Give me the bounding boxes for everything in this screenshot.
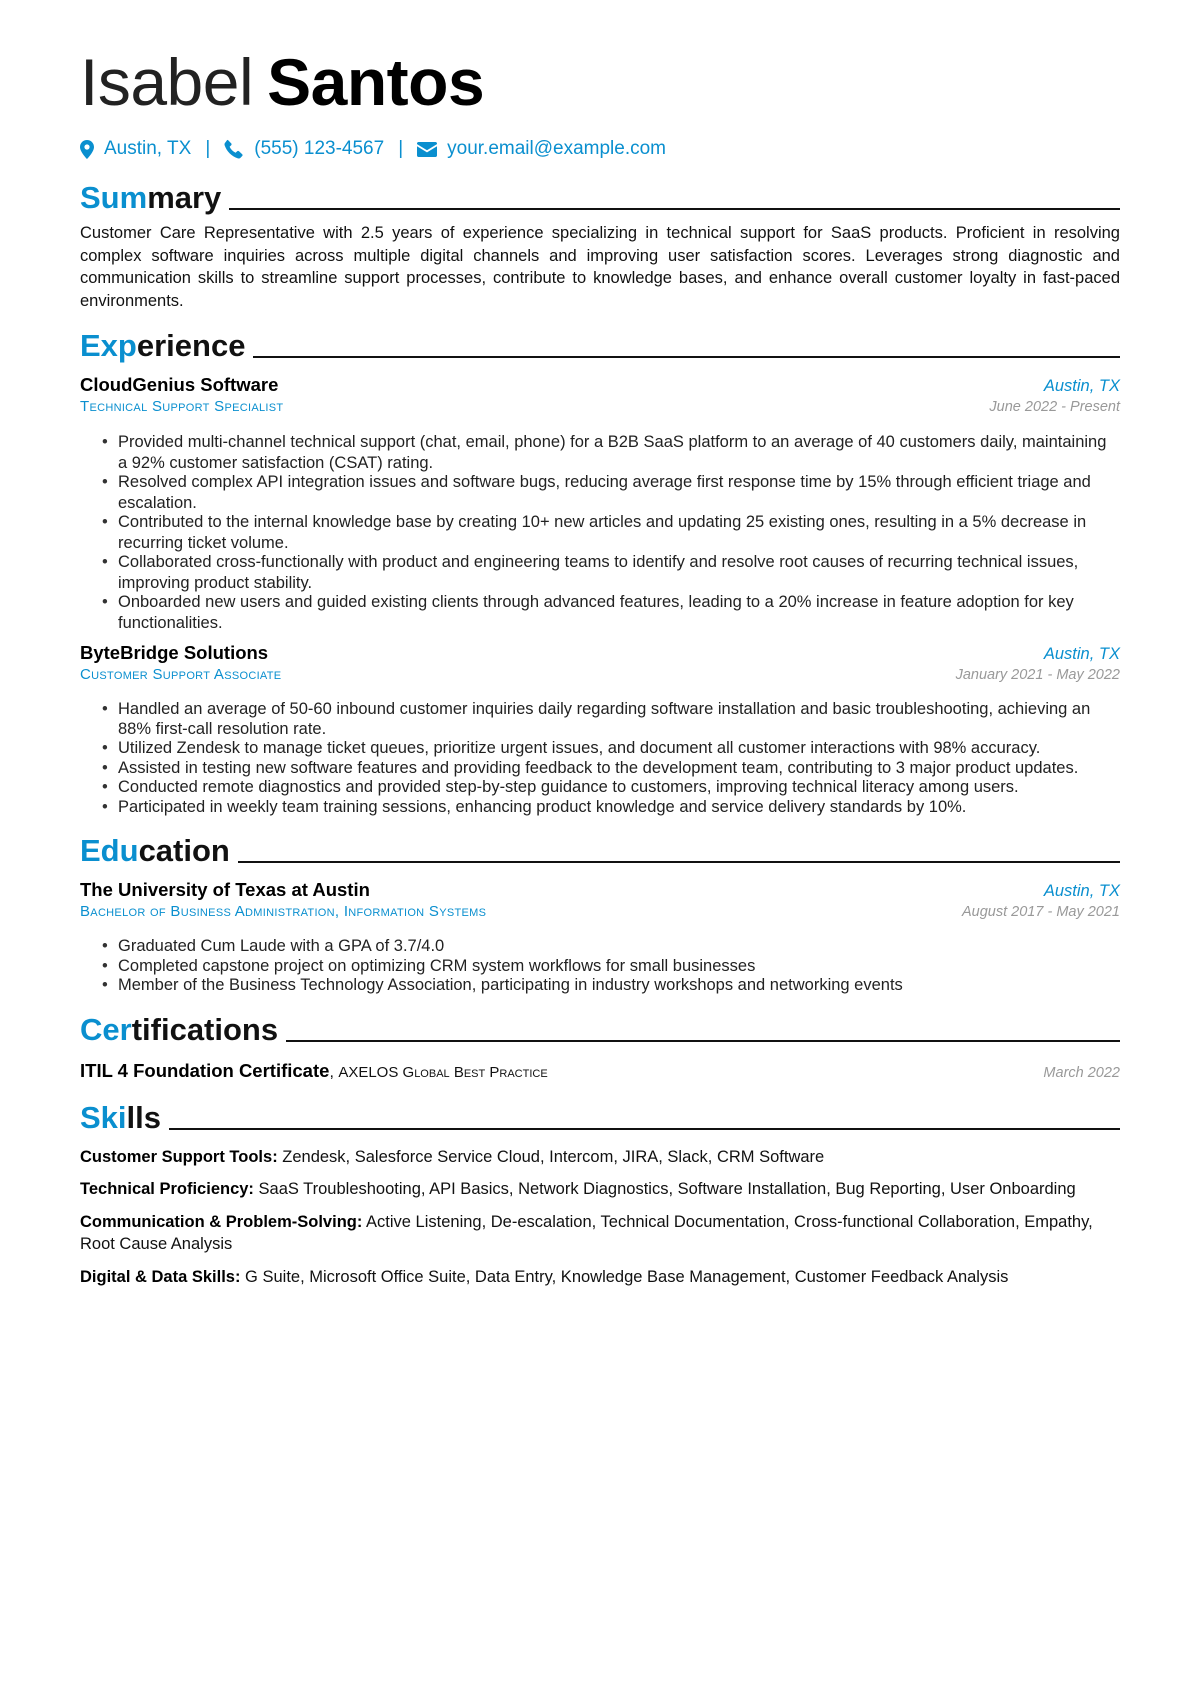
- contact-location: [80, 138, 191, 160]
- list-item: • Graduated Cum Laude with a GPA of 3.7/4.0: [118, 937, 1120, 957]
- contact-separator: |: [205, 138, 211, 159]
- last-name: Santos: [267, 45, 485, 119]
- contact-separator: |: [398, 138, 404, 159]
- job-title: Customer Support Associate: [80, 666, 282, 683]
- first-name: Isabel: [80, 45, 254, 119]
- company-name: ByteBridge Solutions: [80, 642, 269, 663]
- certificate-name: ITIL 4 Foundation Certificate: [80, 1059, 330, 1081]
- company-name: CloudGenius Software: [80, 374, 279, 395]
- experience-entry: [80, 374, 1120, 634]
- skill-value: G Suite, Microsoft Office Suite, Data Entry, Knowledge Base Management, Customer Feedback Analysis: [240, 1267, 1009, 1286]
- skill-row: [80, 1211, 1120, 1256]
- candidate-name: [80, 42, 1120, 122]
- section-title: Certifications: [80, 1008, 1120, 1048]
- entry-location: Austin, TX: [1043, 645, 1120, 663]
- bullet-list: [80, 937, 1120, 996]
- list-item: • Utilized Zendesk to manage ticket queues, prioritize urgent issues, and document all customer interactions with 98% accuracy.: [118, 739, 1120, 759]
- skill-row: [80, 1178, 1120, 1201]
- section-title: Experience: [80, 324, 1120, 364]
- skill-value: Zendesk, Salesforce Service Cloud, Intercom, JIRA, Slack, CRM Software: [277, 1147, 825, 1166]
- list-item: • Onboarded new users and guided existing clients through advanced features, leading to a 20% increase in feature adoption for key functionalities.: [118, 592, 1120, 634]
- list-item: • Member of the Business Technology Association, participating in industry workshops and networking events: [118, 976, 1120, 996]
- skills-section: [80, 1096, 1120, 1289]
- bullet-list: [80, 432, 1120, 634]
- list-item: • Conducted remote diagnostics and provided step-by-step guidance to customers, improving technical literacy among users.: [118, 778, 1120, 798]
- phone-icon: [224, 139, 244, 159]
- section-rule: [286, 1040, 1120, 1042]
- certificate-separator: ,: [329, 1063, 339, 1081]
- entry-date: June 2022 - Present: [989, 399, 1120, 415]
- envelope-icon: [417, 142, 437, 157]
- skill-value: SaaS Troubleshooting, API Basics, Network Diagnostics, Software Installation, Bug Reporting, User Onboarding: [253, 1180, 1076, 1198]
- certification-item: [80, 1060, 1120, 1084]
- section-title: Education: [80, 829, 1120, 869]
- email-text: your.email@example.com: [447, 138, 666, 159]
- section-rule: [229, 208, 1120, 210]
- phone-text: (555) 123-4567: [254, 138, 385, 159]
- job-title: Technical Support Specialist: [80, 398, 284, 415]
- entry-date: January 2021 - May 2022: [955, 667, 1120, 683]
- entry-date: March 2022: [1043, 1064, 1120, 1081]
- education-entry: [80, 879, 1120, 996]
- skill-label: Technical Proficiency:: [80, 1180, 254, 1198]
- list-item: • Contributed to the internal knowledge base by creating 10+ new articles and updating 25 existing ones, resulting in a 5% decrease in recurring ticket volume.: [118, 512, 1120, 554]
- certificate-issuer: AXELOS Global Best Practice: [338, 1063, 548, 1081]
- section-rule: [169, 1128, 1120, 1130]
- skill-value: Active Listening, De-escalation, Technical Documentation, Cross-functional Collaboration, Empathy, Root Cause Analysis: [80, 1212, 1093, 1253]
- certifications-section: [80, 1008, 1120, 1084]
- skill-label: Communication & Problem-Solving:: [80, 1212, 363, 1231]
- location-text: Austin, TX: [104, 138, 192, 159]
- entry-location: Austin, TX: [1043, 882, 1120, 900]
- entry-date: August 2017 - May 2021: [962, 904, 1120, 920]
- section-title: Skills: [80, 1096, 1120, 1136]
- section-rule: [238, 861, 1120, 863]
- section-rule: [253, 356, 1120, 358]
- list-item: • Handled an average of 50-60 inbound customer inquiries daily regarding software installation and basic troubleshooting, achieving an 88% first-call resolution rate.: [118, 700, 1120, 739]
- section-title: Summary: [80, 176, 1120, 216]
- skill-row: [80, 1266, 1120, 1289]
- list-item: • Assisted in testing new software features and providing feedback to the development team, contributing to 3 major product updates.: [118, 759, 1120, 779]
- map-pin-icon: [80, 140, 94, 159]
- bullet-list: [80, 700, 1120, 817]
- list-item: • Provided multi-channel technical support (chat, email, phone) for a B2B SaaS platform to an average of 40 customers daily, maintaining a 92% customer satisfaction (CSAT) rating.: [118, 432, 1120, 474]
- contact-phone[interactable]: [224, 138, 384, 160]
- summary-section: [80, 176, 1120, 312]
- school-name: The University of Texas at Austin: [80, 879, 370, 900]
- skill-label: Digital & Data Skills:: [80, 1267, 241, 1286]
- skill-label: Customer Support Tools:: [80, 1147, 278, 1166]
- contact-email[interactable]: [417, 138, 666, 160]
- resume-page: [80, 0, 1120, 1288]
- experience-section: [80, 324, 1120, 817]
- entry-location: Austin, TX: [1043, 377, 1120, 395]
- skill-row: [80, 1146, 1120, 1169]
- list-item: • Participated in weekly team training sessions, enhancing product knowledge and service delivery standards by 10%.: [118, 798, 1120, 818]
- experience-entry: [80, 642, 1120, 817]
- degree: Bachelor of Business Administration, Information Systems: [80, 903, 487, 920]
- list-item: • Completed capstone project on optimizing CRM system workflows for small businesses: [118, 957, 1120, 977]
- contact-bar: [80, 134, 1120, 164]
- education-section: [80, 829, 1120, 996]
- summary-text: Customer Care Representative with 2.5 years of experience specializing in technical support for SaaS products. Proficient in resolving complex software inquiries across multiple digital channels and improving user satisfaction scores. Leverages strong diagnostic and communication skills to streamline support processes, contribute to knowledge bases, and enhance overall customer loyalty in fast-paced environments.: [80, 224, 1120, 310]
- list-item: • Resolved complex API integration issues and software bugs, reducing average first response time by 15% through efficient triage and escalation.: [118, 472, 1120, 514]
- list-item: • Collaborated cross-functionally with product and engineering teams to identify and resolve root causes of recurring technical issues, improving product stability.: [118, 552, 1120, 594]
